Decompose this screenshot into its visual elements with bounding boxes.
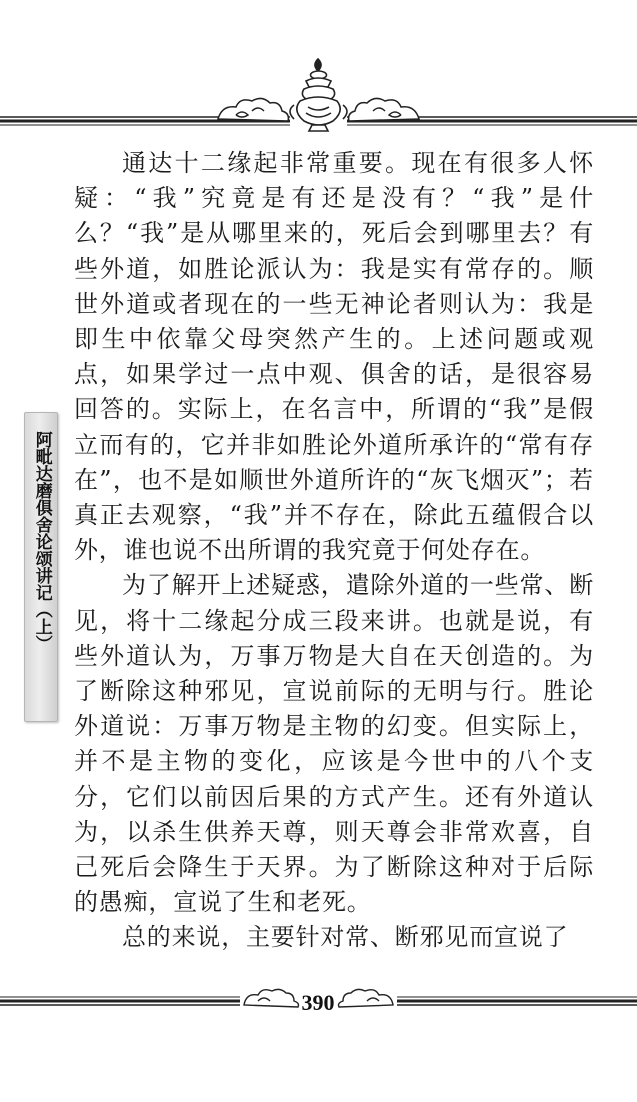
vase-icon <box>290 59 347 131</box>
cloud-right-icon <box>349 98 419 121</box>
book-title-vertical: 阿毗达磨俱舍论颂讲记（上） <box>31 431 52 652</box>
paragraph-2: 为了解开上述疑惑，遣除外道的一些常、断见，将十二缘起分成三段来讲。也就是说，有些外道认为，万事万物是大自在天创造的。为了断除这种邪见，宣说前际的无明与行。胜论外道说：万事万物是主物的幻变。但实际上，并不是主物的变化，应该是今世中的八个支分，它们以前因后果的方式产生。还有外道认为，以杀生供养天尊，则天尊会非常欢喜，自己死后会降生于天界。为了断除这种对于后际的愚痴，宣说了生和老死。 <box>74 571 594 917</box>
cloud-left-icon <box>218 98 288 121</box>
header-ornament <box>0 55 637 135</box>
side-tab <box>24 412 58 722</box>
page-number: 390 <box>301 990 335 1015</box>
paragraph-3: 总的来说，主要针对常、断邪见而宣说了 <box>122 923 569 952</box>
paragraph-1: 通达十二缘起非常重要。现在有很多人怀疑：“我”究竟是有还是没有？“我”是什么？“我”是从哪里来的，死后会到哪里去？有些外道，如胜论派认为：我是实有常存的。顺世外道或者现在的一些无神论者则认为：我是即生中依靠父母突然产生的。上述问题或观点，如果学过一点中观、俱舍的话，是很容易回答的。实际上，在名言中，所谓的“我”是假立而有的，它并非如胜论外道所承许的“常有存在”，也不是如顺世外道所许的“灰飞烟灭”；若真正去观察，“我”并不存在，除此五蕴假合以外，谁也说不出所谓的我究竟于何处存在。 <box>74 149 594 565</box>
body-text <box>74 146 594 956</box>
